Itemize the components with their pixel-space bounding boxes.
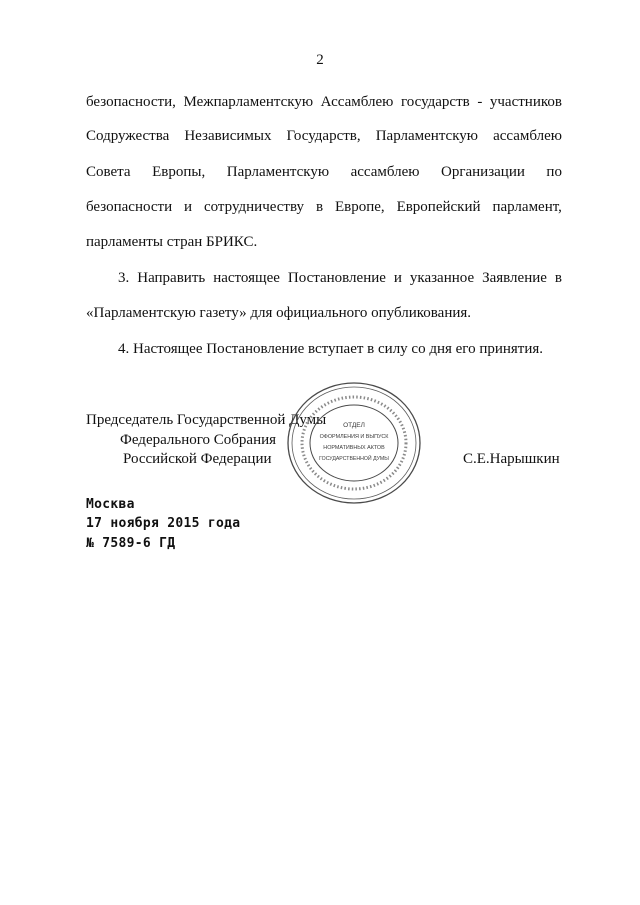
signatory-title-line: Федерального Собрания <box>120 432 277 448</box>
word: участников <box>489 94 562 110</box>
word: ассамблею <box>350 164 420 180</box>
word: по <box>546 164 562 180</box>
paragraph-line <box>86 200 562 215</box>
word: Независимых <box>184 128 272 144</box>
official-stamp <box>284 380 424 510</box>
word: парламент, <box>492 199 562 215</box>
word: ассамблею <box>493 128 562 144</box>
page-number: 2 <box>316 52 324 68</box>
word: Совета <box>86 164 131 180</box>
stamp-text-line: ОФОРМЛЕНИЯ И ВЫПУСК <box>319 434 389 440</box>
paragraph-line <box>86 95 562 110</box>
word: Европейский <box>396 199 481 215</box>
word: указанное <box>409 270 475 286</box>
paragraph-line <box>86 165 562 180</box>
paragraph-line: 4. Настоящее Постановление вступает в силу со дня его принятия. <box>118 341 544 357</box>
word: Парламентскую <box>226 164 330 180</box>
document-city: Москва <box>86 497 135 512</box>
word: в <box>315 199 324 215</box>
word: Заявление <box>482 270 547 286</box>
word: Содружества <box>86 128 170 144</box>
signatory-title-line: Российской Федерации <box>123 451 272 467</box>
word: сотрудничеству <box>203 199 305 215</box>
word: государств <box>400 94 470 110</box>
word: Направить <box>137 270 206 286</box>
stamp-seal-graphic <box>284 380 424 510</box>
word: Ассамблею <box>320 94 394 110</box>
word: - <box>477 94 483 110</box>
document-number: № 7589-6 ГД <box>86 536 176 551</box>
signatory-name: С.Е.Нарышкин <box>463 451 560 467</box>
paragraph-line <box>118 271 562 286</box>
stamp-text-line: НОРМАТИВНЫХ АКТОВ <box>323 445 385 451</box>
word: в <box>554 270 562 286</box>
word: Государств, <box>286 128 361 144</box>
word: Постановление <box>287 270 386 286</box>
word: настоящее <box>213 270 280 286</box>
paragraph-line: «Парламентскую газету» для официального опубликования. <box>86 305 472 321</box>
paragraph-line <box>86 129 562 144</box>
word: и <box>393 270 402 286</box>
stamp-text-line: ОТДЕЛ <box>343 422 365 429</box>
word: Европе, <box>334 199 385 215</box>
stamp-text-line: ГОСУДАРСТВЕННОЙ ДУМЫ <box>319 456 389 462</box>
word: 3. <box>118 270 130 286</box>
word: Организации <box>441 164 525 180</box>
word: Парламентскую <box>375 128 478 144</box>
word: Европы, <box>152 164 206 180</box>
paragraph-line: парламенты стран БРИКС. <box>86 234 258 250</box>
signatory-title-line: Председатель Государственной Думы <box>86 412 327 428</box>
word: Межпарламентскую <box>183 94 314 110</box>
word: и <box>184 199 193 215</box>
word: безопасности <box>86 199 173 215</box>
word: безопасности, <box>86 94 176 110</box>
document-date: 17 ноября 2015 года <box>86 516 241 531</box>
